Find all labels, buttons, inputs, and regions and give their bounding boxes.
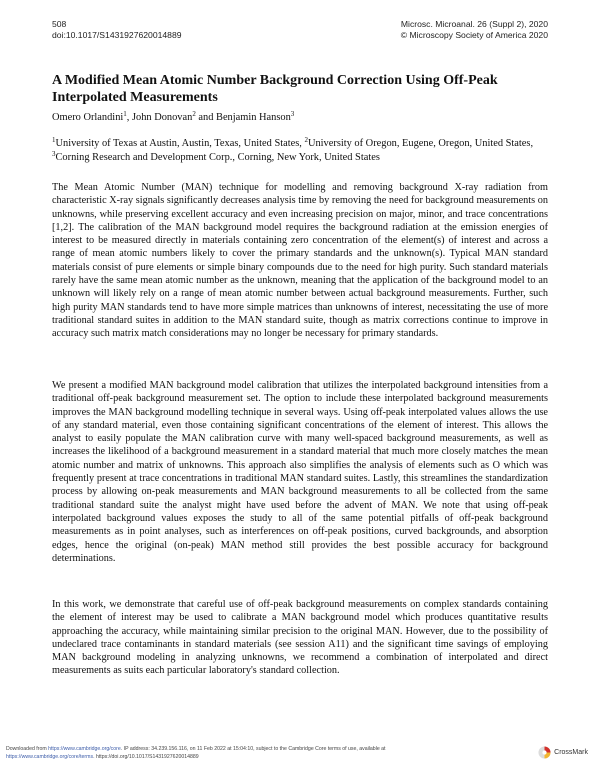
footer-doi[interactable]: . https://doi.org/10.1017/S1431927620014889: [93, 754, 199, 760]
affiliation-mark: 1: [123, 110, 127, 118]
author-name: John Donovan: [131, 112, 193, 123]
terms-link[interactable]: https://www.cambridge.org/core/terms: [6, 754, 94, 760]
running-header-right: [401, 19, 548, 41]
affiliation-mark: 2: [192, 110, 196, 118]
affiliations: [52, 137, 548, 165]
author-separator: and: [195, 112, 217, 123]
crossmark-icon: [538, 746, 551, 759]
journal-citation: Microsc. Microanal. 26 (Suppl 2), 2020: [400, 19, 548, 29]
doi[interactable]: doi:10.1017/S1431927620014889: [52, 30, 182, 40]
affiliation-text: University of Texas at Austin, Austin, Texas, United States,: [55, 138, 305, 149]
download-footer: [6, 745, 526, 761]
page-number: 508: [52, 19, 67, 29]
body-paragraph-3: In this work, we demonstrate that careful use of off-peak background measurements on complex standards containing the element of interest may be used to calibrate a MAN background model which produces quantitative results approaching the accuracy, while maintaining similar precision to the original MAN. However, due to the possibility of undeclared trace contaminants in standard materials (see session A11) and the significant time savings of employing MAN background modeling in analyzing unknowns, we recommend a combination of interpolated and direct measurements as suits each particular laboratory's standard collection.: [52, 599, 548, 677]
core-link[interactable]: https://www.cambridge.org/core: [48, 746, 121, 752]
body-paragraph-2: We present a modified MAN background model calibration that utilizes the interpolated background intensities from a traditional off-peak background measurement set. The option to include these interpolated background measurements improves the MAN background modelling technique in several ways. Using off-peak interpolated values allows the use of any standard material, even those containing significant concentrations of the element of interest. This allows the analyst to easily populate the MAN calibration curve with many well-spaced background measurements, as well as increases the likelihood of a background measurement in a standard material that much more closely matches the mean atomic number and matrix of unknowns. This approach also simplifies the analysis of elements such as O which was frequently present at trace concentrations in traditional MAN standard suites. Lastly, this streamlines the standardization process by allowing on-peak measurements and MAN background measurements to all be collected from the same traditional standard suite the analyst might have used before the advent of MAN. We note that using off-peak interpolated background values exposes the study to all of the same potential pitfalls of off-peak background measurements as in point analyses, such as interferences on off-peak positions, curved backgrounds, and absorption edges, hence the original (on-peak) MAN method still provides the best possible accuracy for background determinations.: [52, 380, 548, 564]
crossmark-badge[interactable]: [538, 746, 588, 759]
crossmark-label: CrossMark: [554, 749, 588, 756]
footer-text: Downloaded from: [6, 746, 49, 752]
author-name: Omero Orlandini: [52, 112, 124, 123]
paper-title: A Modified Mean Atomic Number Background Correction Using Off-Peak Interpolated Measurements: [52, 73, 498, 105]
footer-text: . IP address: 34.239.156.116, on 11 Feb 2022 at 15:04:10, subject to the Cambridge Core terms of use, available at: [120, 746, 386, 752]
copyright: © Microscopy Society of America 2020: [400, 30, 548, 40]
author-list: [52, 111, 294, 124]
affiliation-mark: 2: [304, 136, 308, 144]
author-name: Benjamin Hanson: [216, 112, 291, 123]
author-separator: ,: [126, 112, 132, 123]
affiliation-mark: 3: [290, 110, 295, 118]
affiliation-mark: 1: [52, 136, 56, 144]
affiliation-mark: 3: [52, 150, 56, 158]
affiliation-text: University of Oregon, Eugene, Oregon, United States,: [307, 138, 534, 149]
running-header-left: [52, 19, 182, 41]
body-paragraph-1: The Mean Atomic Number (MAN) technique for modelling and removing background X-ray radiation from characteristic X-ray signals significantly decreases analysis time by removing the need for background measurements on unknowns, while preserving excellent accuracy and even increasing precision on major, minor, and trace concentrations [1,2]. The calibration of the MAN background model requires the background radiation at the emission energies of interest to be measured directly in materials containing zero concentration of the element(s) of interest and across a range of mean atomic numbers likely to cover the primary standards and the unknown(s). Typical MAN standard materials consist of pure elements or simple binary compounds due to the need for high purity. Such standard materials rarely have the same mean atomic number as the unknown, meaning that the application of the background model to an unknown will likely rely on a range of mean atomic number between actual background measurements. Further, such high purity MAN standards tend to have more simple matrices than unknowns of interest, necessitating the use of more traditional standard suites in addition to the MAN standard suite, though as matrix corrections continue to improve in accuracy such matrix match considerations may no longer be necessary for primary standards.: [52, 182, 548, 340]
affiliation-text: Corning Research and Development Corp., Corning, New York, United States: [55, 152, 380, 163]
